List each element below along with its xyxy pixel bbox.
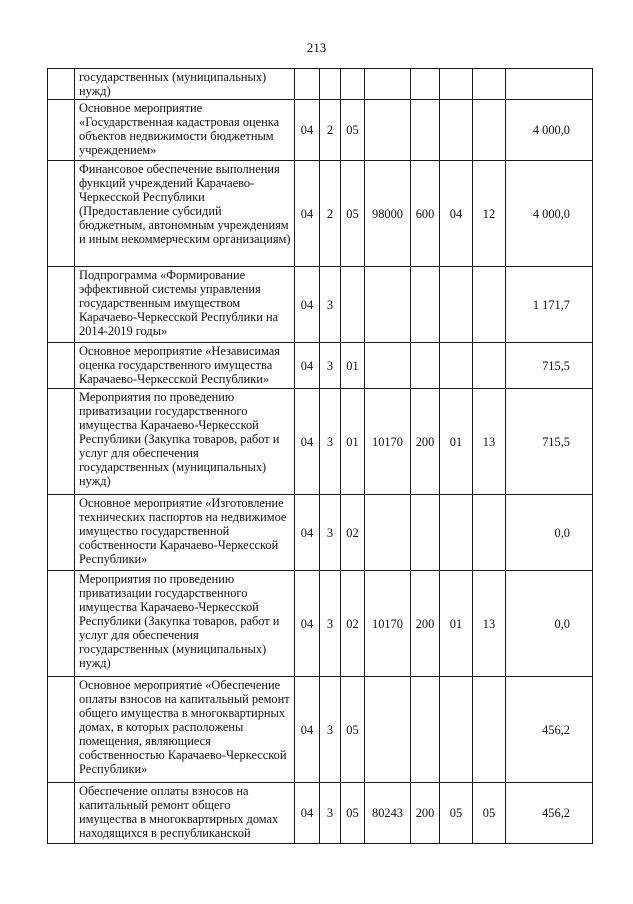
code-cell: 01 [440, 571, 473, 677]
code-cell [295, 69, 320, 100]
code-cell: 05 [440, 783, 473, 844]
code-cell: 13 [473, 389, 506, 495]
code-cell: 2 [320, 161, 341, 267]
item-name-cell: Основное мероприятие «Обеспечение оплаты взносов на капитальный ремонт общего имущества в многоквартирных домах, в которых расположены помещения, являющиеся собственностью Карачаево-Черкесской Республики» [75, 677, 295, 783]
code-cell [473, 495, 506, 571]
code-cell: 2 [320, 100, 341, 161]
code-cell: 3 [320, 571, 341, 677]
code-cell: 05 [341, 783, 365, 844]
code-cell: 200 [411, 571, 440, 677]
row-number-cell [48, 495, 75, 571]
code-cell: 04 [295, 677, 320, 783]
table-row [48, 495, 593, 571]
code-cell [440, 100, 473, 161]
item-name-cell: Мероприятия по проведению приватизации государственного имущества Карачаево-Черкесской Республики (Закупка товаров, работ и услуг для обеспечения государственных (муниципальных) нужд) [75, 389, 295, 495]
table-row [48, 161, 593, 267]
amount-cell [506, 69, 593, 100]
code-cell [473, 69, 506, 100]
code-cell [320, 69, 341, 100]
code-cell: 04 [295, 100, 320, 161]
code-cell: 04 [295, 571, 320, 677]
code-cell [440, 69, 473, 100]
code-cell [365, 677, 411, 783]
amount-cell: 4 000,0 [506, 100, 593, 161]
code-cell [411, 677, 440, 783]
item-name-cell: Основное мероприятие «Государственная кадастровая оценка объектов недвижимости бюджетным учреждением» [75, 100, 295, 161]
row-number-cell [48, 571, 75, 677]
code-cell [365, 495, 411, 571]
code-cell: 01 [341, 343, 365, 389]
code-cell: 98000 [365, 161, 411, 267]
row-number-cell [48, 343, 75, 389]
code-cell [365, 343, 411, 389]
table-row [48, 69, 593, 100]
table-row [48, 267, 593, 343]
code-cell [365, 69, 411, 100]
code-cell: 05 [473, 783, 506, 844]
code-cell: 02 [341, 495, 365, 571]
code-cell: 600 [411, 161, 440, 267]
table-row [48, 571, 593, 677]
amount-cell: 715,5 [506, 343, 593, 389]
code-cell: 01 [341, 389, 365, 495]
amount-cell: 0,0 [506, 571, 593, 677]
code-cell: 05 [341, 100, 365, 161]
amount-cell: 456,2 [506, 677, 593, 783]
row-number-cell [48, 267, 75, 343]
code-cell: 3 [320, 343, 341, 389]
row-number-cell [48, 389, 75, 495]
amount-cell: 456,2 [506, 783, 593, 844]
code-cell: 3 [320, 389, 341, 495]
table-row [48, 389, 593, 495]
code-cell [411, 69, 440, 100]
code-cell: 3 [320, 783, 341, 844]
item-name-cell: Финансовое обеспечение выполнения функций учреждений Карачаево-Черкесской Республики (Предоставление субсидий бюджетным, автономным учреждениям и иным некоммерческим организациям) [75, 161, 295, 267]
code-cell [365, 267, 411, 343]
code-cell: 04 [295, 343, 320, 389]
code-cell: 3 [320, 677, 341, 783]
code-cell: 12 [473, 161, 506, 267]
item-name-cell: Подпрограмма «Формирование эффективной системы управления государственным имуществом Карачаево-Черкесской Республики на 2014-2019 годы» [75, 267, 295, 343]
amount-cell: 4 000,0 [506, 161, 593, 267]
code-cell [341, 69, 365, 100]
code-cell [473, 677, 506, 783]
code-cell: 200 [411, 389, 440, 495]
code-cell [473, 100, 506, 161]
item-name-cell: Основное мероприятие «Изготовление технических паспортов на недвижимое имущество государственной собственности Карачаево-Черкесской Республики» [75, 495, 295, 571]
code-cell: 05 [341, 161, 365, 267]
code-cell: 3 [320, 495, 341, 571]
table-row [48, 677, 593, 783]
code-cell: 02 [341, 571, 365, 677]
code-cell: 200 [411, 783, 440, 844]
code-cell [411, 495, 440, 571]
code-cell: 05 [341, 677, 365, 783]
code-cell: 04 [295, 161, 320, 267]
row-number-cell [48, 677, 75, 783]
item-name-cell: Обеспечение оплаты взносов на капитальный ремонт общего имущества в многоквартирных домах находящихся в республиканской [75, 783, 295, 844]
row-number-cell [48, 69, 75, 100]
code-cell [411, 267, 440, 343]
code-cell [411, 100, 440, 161]
row-number-cell [48, 783, 75, 844]
row-number-cell [48, 161, 75, 267]
code-cell [440, 343, 473, 389]
code-cell [440, 677, 473, 783]
code-cell [341, 267, 365, 343]
code-cell [440, 495, 473, 571]
code-cell [440, 267, 473, 343]
budget-table [47, 68, 593, 844]
code-cell: 3 [320, 267, 341, 343]
table-row [48, 343, 593, 389]
item-name-cell: Мероприятия по проведению приватизации государственного имущества Карачаево-Черкесской Республики (Закупка товаров, работ и услуг для обеспечения государственных (муниципальных) нужд) [75, 571, 295, 677]
code-cell [473, 343, 506, 389]
code-cell: 13 [473, 571, 506, 677]
page-number: 213 [306, 40, 327, 55]
amount-cell: 1 171,7 [506, 267, 593, 343]
code-cell: 10170 [365, 571, 411, 677]
code-cell: 04 [295, 267, 320, 343]
row-number-cell [48, 100, 75, 161]
code-cell: 04 [295, 389, 320, 495]
code-cell: 04 [440, 161, 473, 267]
code-cell [473, 267, 506, 343]
code-cell: 01 [440, 389, 473, 495]
item-name-cell: Основное мероприятие «Независимая оценка государственного имущества Карачаево-Черкесской Республики» [75, 343, 295, 389]
code-cell: 10170 [365, 389, 411, 495]
table-row [48, 100, 593, 161]
amount-cell: 715,5 [506, 389, 593, 495]
code-cell: 04 [295, 783, 320, 844]
code-cell: 04 [295, 495, 320, 571]
code-cell [411, 343, 440, 389]
code-cell [365, 100, 411, 161]
code-cell: 80243 [365, 783, 411, 844]
amount-cell: 0,0 [506, 495, 593, 571]
item-name-cell: государственных (муниципальных) нужд) [75, 69, 295, 100]
table-row [48, 783, 593, 844]
